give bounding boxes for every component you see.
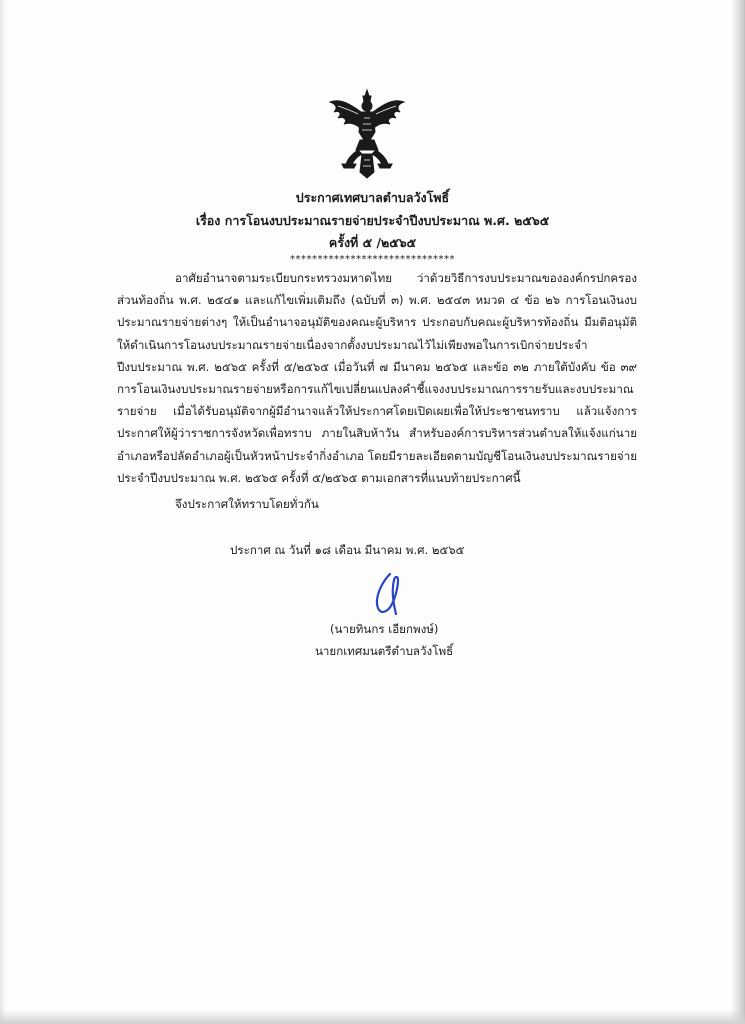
title-separator: ****************************** — [290, 254, 455, 265]
announcement-body: อาศัยอำนาจตามระเบียบกระทรวงมหาดไทย ว่าด้วยวิธีการงบประมาณขององค์กรปกครองส่วนท้องถิ่น พ.ศ. ๒๕๔๑ และแก้ไขเพิ่มเติมถึง (ฉบับที่ ๓) พ.ศ. ๒๕๔๓ หมวด ๔ ข้อ ๒๖ การโอนเงินงบประมาณรายจ่ายต่างๆ ให้เป็นอำนาจอนุมัติของคณะผู้บริหาร ประกอบกับคณะผู้บริหารท้องถิ่น มีมติอนุมัติให้ดำเนินการโอนงบประมาณรายจ่ายเนื่องจากตั้งงบประมาณไว้ไม่เพียงพอในการเบิกจ่ายประจำปีงบประมาณ พ.ศ. ๒๕๖๕ ครั้งที่ ๕/๒๕๖๕ เมื่อวันที่ ๗ มีนาคม ๒๕๖๕ และข้อ ๓๒ ภายใต้บังคับ ข้อ ๓๙ การโอนเงินงบประมาณรายจ่ายหรือการแก้ไขเปลี่ยนแปลงคำชี้แจงงบประมาณการรายรับและงบประมาณรายจ่าย เมื่อได้รับอนุมัติจากผู้มีอำนาจแล้วให้ประกาศโดยเปิดเผยเพื่อให้ประชาชนทราบ แล้วแจ้งการประกาศให้ผู้ว่าราชการจังหวัดเพื่อทราบ ภายในสิบห้าวัน สำหรับองค์การบริหารส่วนตำบลให้แจ้งแก่นายอำเภอหรือปลัดอำเภอผู้เป็นหัวหน้าประจำกิ่งอำเภอ โดยมีรายละเอียดตามบัญชีโอนเงินงบประมาณรายจ่าย ประจำปีงบประมาณ พ.ศ. ๒๕๖๕ ครั้งที่ ๕/๒๕๖๕ ตามเอกสารที่แนบท้ายประกาศนี้ — [117, 271, 637, 485]
closing-statement: จึงประกาศให้ทราบโดยทั่วกัน — [175, 497, 319, 511]
handwritten-signature — [368, 568, 416, 620]
page-edge-right — [731, 0, 745, 1024]
announcement-subject: เรื่อง การโอนงบประมาณรายจ่ายประจำปีงบประมาณ พ.ศ. ๒๕๖๕ — [195, 213, 550, 228]
announcement-title: ประกาศเทศบาลตำบลวังโพธิ์ — [295, 190, 450, 205]
announcement-order-number: ครั้งที่ ๕ /๒๕๖๕ — [328, 235, 417, 250]
garuda-emblem-icon — [328, 88, 406, 180]
page-edge-left — [0, 0, 6, 1024]
page-edge-bottom — [0, 1010, 745, 1024]
signer-position: นายกเทศมนตรีตำบลวังโพธิ์ — [315, 644, 454, 658]
signer-name: (นายทินกร เอียกพงษ์) — [330, 622, 439, 636]
announcement-date: ประกาศ ณ วันที่ ๑๘ เดือน มีนาคม พ.ศ. ๒๕๖๕ — [230, 543, 465, 557]
